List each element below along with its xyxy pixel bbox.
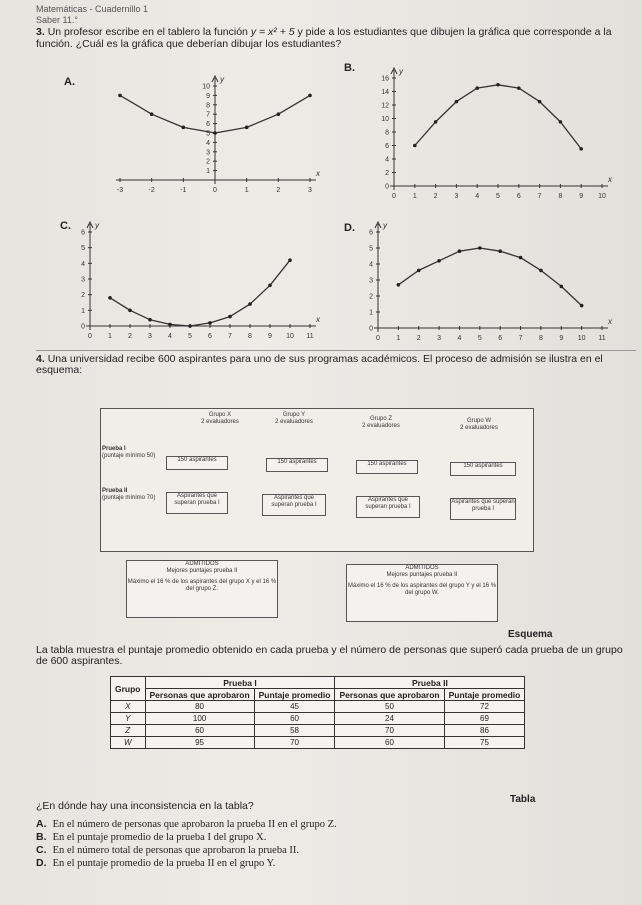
data-point <box>498 249 502 253</box>
x-tick-label: 7 <box>537 193 542 200</box>
pass-x: Aspirantes que superan prueba I <box>166 492 228 514</box>
group-y-name: Grupo Y <box>282 412 306 418</box>
y-tick-label: 2 <box>81 292 85 300</box>
prueba-2-title: Prueba II <box>102 488 128 494</box>
tabla-label: Tabla <box>510 794 536 805</box>
x-tick-label: 3 <box>454 193 459 200</box>
group-x-name: Grupo X <box>208 412 232 418</box>
x-tick-label: 8 <box>248 333 252 340</box>
table-row <box>111 701 525 713</box>
option-c-text: En el número total de personas que aprobaron la prueba II. <box>52 845 299 856</box>
table-header-row <box>111 677 525 689</box>
option-a[interactable] <box>36 818 337 830</box>
x-tick-label: 5 <box>496 193 500 200</box>
data-point <box>519 256 523 260</box>
y-tick-label: 2 <box>369 293 373 301</box>
col-grupo: Grupo <box>111 677 146 701</box>
option-c[interactable] <box>36 844 299 856</box>
y-tick-label: 3 <box>369 277 373 285</box>
x-tick-label: 4 <box>475 193 480 200</box>
y-tick-label: 2 <box>206 158 210 166</box>
data-point <box>397 283 401 287</box>
option-a-text: En el número de personas que aprobaron la prueba II en el grupo Z. <box>52 819 337 830</box>
question-3-function: y = x² + 5 <box>250 26 295 38</box>
y-tick-label: 6 <box>206 121 210 129</box>
admitidos-yw-title: ADMITIDOS <box>405 565 439 571</box>
cell-p2-personas: 60 <box>335 737 444 749</box>
x-tick-label: 4 <box>168 333 172 340</box>
cell-p2-puntaje: 72 <box>444 701 525 713</box>
group-w-header <box>442 418 516 438</box>
y-tick-label: 4 <box>385 156 389 164</box>
option-b[interactable] <box>36 831 266 843</box>
data-point <box>417 269 421 273</box>
data-point <box>539 269 543 273</box>
group-z-name: Grupo Z <box>369 416 392 422</box>
y-tick-label: 1 <box>206 168 210 176</box>
x-tick-label: -2 <box>148 187 155 194</box>
admitidos-xz-detail: Máximo el 16 % de los aspirantes del grupo X y el 16 % del grupo Z. <box>127 579 277 592</box>
col-prueba-1: Prueba I <box>145 677 335 689</box>
option-d[interactable] <box>36 857 275 869</box>
cell-p2-puntaje: 69 <box>444 713 525 725</box>
question-4-text: Una universidad recibe 600 aspirantes para uno de sus programas académicos. El proceso de admisión se ilustra en el esquema: <box>36 353 603 376</box>
y-tick-label: 1 <box>369 309 373 317</box>
question-4-number: 4. <box>36 353 45 365</box>
x-tick-label: 7 <box>518 335 523 342</box>
data-point <box>437 259 441 263</box>
x-tick-label: 8 <box>538 335 543 342</box>
curve-line <box>415 85 581 149</box>
x-tick-label: 2 <box>276 187 281 194</box>
y-tick-label: 4 <box>81 260 85 268</box>
graph-a-label: A. <box>64 76 75 88</box>
data-point <box>496 83 500 87</box>
x-tick-label: 1 <box>108 333 112 340</box>
option-b-letter: B. <box>36 831 47 843</box>
x-tick-label: 2 <box>416 335 421 342</box>
x-tick-label: 0 <box>392 193 396 200</box>
cell-p2-personas: 24 <box>335 713 444 725</box>
cell-p1-puntaje: 70 <box>254 737 335 749</box>
group-x-header <box>188 412 252 432</box>
prueba-2-sub: (puntaje mínimo 70) <box>102 495 156 501</box>
data-point <box>248 302 252 306</box>
aspirantes-y: 150 aspirantes <box>266 458 328 472</box>
data-point <box>517 86 521 90</box>
data-point <box>455 100 459 104</box>
x-tick-label: -3 <box>116 187 124 194</box>
question-3 <box>36 26 636 50</box>
data-point <box>128 309 132 313</box>
x-tick-label: 10 <box>577 335 586 342</box>
question-3-text-2: y pide a los estudiantes que dibujen la gráfica que corresponde a la función. ¿Cuál es la gráfica que deberían dibujar los estudiantes? <box>36 26 612 50</box>
cell-p1-puntaje: 60 <box>254 713 335 725</box>
x-tick-label: 11 <box>598 335 606 342</box>
data-point <box>188 324 192 328</box>
pass-z: Aspirantes que superan prueba I <box>356 496 420 518</box>
col-prueba-2: Prueba II <box>335 677 525 689</box>
level-header: Saber 11.° <box>36 15 78 25</box>
prueba-2-label <box>102 488 158 514</box>
data-point <box>150 112 154 116</box>
data-point <box>277 112 281 116</box>
data-point <box>168 323 172 327</box>
group-w-name: Grupo W <box>466 418 491 424</box>
cell-grupo: X <box>111 701 146 713</box>
x-axis-label: x <box>608 175 612 184</box>
question-3-text-1: Un profesor escribe en el tablero la función <box>47 26 248 38</box>
data-point <box>478 246 482 250</box>
question-3-number: 3. <box>36 26 45 38</box>
y-tick-label: 3 <box>206 149 210 157</box>
x-tick-label: 0 <box>213 187 217 194</box>
aspirantes-x: 150 aspirantes <box>166 456 228 470</box>
y-tick-label: 5 <box>369 245 373 253</box>
data-point <box>434 120 438 124</box>
x-tick-label: 10 <box>286 333 294 340</box>
x-tick-label: -1 <box>180 187 187 194</box>
x-tick-label: 6 <box>208 333 212 340</box>
y-tick-label: 14 <box>381 89 389 96</box>
admitidos-yw <box>346 564 498 622</box>
question-4-prompt: ¿En dónde hay una inconsistencia en la tabla? <box>36 800 254 812</box>
col-p1-puntaje: Puntaje promedio <box>254 689 335 701</box>
data-point <box>118 94 122 98</box>
x-tick-label: 6 <box>516 193 521 200</box>
group-x-sub: 2 evaluadores <box>201 419 239 425</box>
y-axis-label: y <box>220 75 224 84</box>
table-description: La tabla muestra el puntaje promedio obtenido en cada prueba y el número de personas que superó cada prueba de un grupo de 600 aspirantes. <box>36 644 623 667</box>
x-axis-label: x <box>316 169 320 178</box>
data-point <box>559 120 563 124</box>
prueba-1-title: Prueba I <box>102 446 126 452</box>
y-tick-label: 8 <box>206 102 210 110</box>
x-axis-label: x <box>316 315 320 324</box>
admitidos-yw-detail: Máximo el 16 % de los aspirantes del grupo Y y el 16 % del grupo W. <box>347 583 497 596</box>
table-subheader-row <box>111 689 525 701</box>
y-tick-label: 10 <box>381 116 389 123</box>
aspirantes-w: 150 aspirantes <box>450 462 516 476</box>
x-tick-label: 3 <box>308 187 312 194</box>
x-tick-label: 2 <box>433 193 438 200</box>
cell-p2-puntaje: 75 <box>444 737 525 749</box>
cell-p1-personas: 100 <box>145 713 254 725</box>
y-tick-label: 4 <box>369 261 373 269</box>
data-point <box>559 285 563 289</box>
cell-grupo: Y <box>111 713 146 725</box>
table-row <box>111 737 525 749</box>
x-tick-label: 1 <box>244 187 249 194</box>
cell-p1-personas: 95 <box>145 737 254 749</box>
data-point <box>228 315 232 319</box>
cell-p1-personas: 80 <box>145 701 254 713</box>
col-p2-personas: Personas que aprobaron <box>335 689 444 701</box>
graph-c <box>70 214 340 346</box>
y-tick-label: 7 <box>206 111 210 119</box>
group-w-sub: 2 evaluadores <box>460 425 498 431</box>
x-tick-label: 9 <box>559 335 564 342</box>
x-tick-label: 0 <box>88 333 92 340</box>
data-point <box>538 100 542 104</box>
y-tick-label: 2 <box>385 170 389 177</box>
y-tick-label: 6 <box>369 229 373 237</box>
graph-c-label: C. <box>60 220 71 232</box>
y-tick-label: 4 <box>206 139 210 147</box>
x-tick-label: 11 <box>306 333 314 340</box>
cell-p1-puntaje: 45 <box>254 701 335 713</box>
col-p1-personas: Personas que aprobaron <box>145 689 254 701</box>
y-tick-label: 1 <box>81 307 85 315</box>
y-tick-label: 10 <box>202 83 210 91</box>
option-d-letter: D. <box>36 857 47 869</box>
x-tick-label: 3 <box>148 333 152 340</box>
section-divider <box>36 350 636 351</box>
y-tick-label: 6 <box>385 143 389 150</box>
y-axis-label: y <box>399 67 403 76</box>
admitidos-xz-title: ADMITIDOS <box>185 561 219 567</box>
data-point <box>475 86 479 90</box>
y-tick-label: 5 <box>81 245 85 253</box>
group-y-header <box>262 412 326 432</box>
y-tick-label: 5 <box>206 130 210 138</box>
data-point <box>288 258 292 262</box>
cell-grupo: W <box>111 737 146 749</box>
y-tick-label: 12 <box>381 102 389 110</box>
x-tick-label: 5 <box>188 333 192 340</box>
y-tick-label: 3 <box>81 276 85 284</box>
y-axis-label: y <box>383 221 387 230</box>
col-p2-puntaje: Puntaje promedio <box>444 689 525 701</box>
graph-d <box>352 214 632 350</box>
x-tick-label: 9 <box>579 193 584 200</box>
data-point <box>148 318 152 322</box>
x-axis-label: x <box>608 317 612 326</box>
graph-d-label: D. <box>344 222 355 234</box>
group-y-sub: 2 evaluadores <box>275 419 313 425</box>
group-z-header <box>346 416 416 436</box>
x-tick-label: 1 <box>412 193 417 200</box>
y-tick-label: 0 <box>369 325 373 333</box>
curve-line <box>110 260 290 326</box>
table-row <box>111 725 525 737</box>
data-point <box>213 131 217 135</box>
x-tick-label: 3 <box>437 335 442 342</box>
graph-a <box>80 68 340 208</box>
cell-p1-personas: 60 <box>145 725 254 737</box>
option-d-text: En el puntaje promedio de la prueba II en el grupo Y. <box>52 858 276 869</box>
graph-b-label: B. <box>344 62 355 74</box>
data-point <box>458 249 462 253</box>
data-point <box>413 144 417 148</box>
x-tick-label: 2 <box>128 333 132 340</box>
prueba-1-sub: (puntaje mínimo 50) <box>102 453 156 459</box>
prueba-1-label <box>102 446 158 472</box>
curve-line <box>398 248 581 306</box>
cell-p1-puntaje: 58 <box>254 725 335 737</box>
x-tick-label: 5 <box>477 335 482 342</box>
aspirantes-z: 150 aspirantes <box>356 460 418 474</box>
question-4 <box>36 354 636 376</box>
y-tick-label: 6 <box>81 229 85 237</box>
cell-p2-personas: 50 <box>335 701 444 713</box>
y-tick-label: 16 <box>381 75 389 83</box>
admitidos-yw-line: Mejores puntajes prueba II <box>386 572 458 578</box>
data-point <box>580 304 584 308</box>
option-b-text: En el puntaje promedio de la prueba I del grupo X. <box>52 832 267 843</box>
graph-b <box>352 56 632 206</box>
option-c-letter: C. <box>36 844 47 856</box>
x-tick-label: 10 <box>598 193 606 200</box>
y-axis-label: y <box>95 221 99 230</box>
y-tick-label: 0 <box>385 183 389 191</box>
x-tick-label: 1 <box>396 335 401 342</box>
option-a-letter: A. <box>36 818 47 830</box>
cell-p2-personas: 70 <box>335 725 444 737</box>
admitidos-xz <box>126 560 278 618</box>
table-row <box>111 713 525 725</box>
data-point <box>245 126 249 130</box>
cell-grupo: Z <box>111 725 146 737</box>
y-tick-label: 0 <box>81 323 85 331</box>
x-tick-label: 6 <box>498 335 503 342</box>
data-point <box>108 296 112 300</box>
esquema-label: Esquema <box>508 629 553 640</box>
results-table <box>110 676 525 749</box>
pass-w: Aspirantes que superan prueba I <box>450 498 516 520</box>
subject-header: Matemáticas - Cuadernillo 1 <box>36 4 149 14</box>
data-point <box>208 321 212 325</box>
admitidos-xz-line: Mejores puntajes prueba II <box>166 568 238 574</box>
admission-diagram <box>100 408 532 630</box>
y-tick-label: 9 <box>206 92 210 100</box>
y-tick-label: 8 <box>385 129 389 137</box>
x-tick-label: 0 <box>376 335 380 342</box>
x-tick-label: 8 <box>558 193 563 200</box>
pass-y: Aspirantes que superan prueba I <box>262 494 326 516</box>
data-point <box>268 283 272 287</box>
x-tick-label: 4 <box>457 335 462 342</box>
cell-p2-puntaje: 86 <box>444 725 525 737</box>
data-point <box>308 94 312 98</box>
x-tick-label: 9 <box>268 333 272 340</box>
group-z-sub: 2 evaluadores <box>362 423 400 429</box>
x-tick-label: 7 <box>228 333 232 340</box>
data-point <box>182 126 186 130</box>
data-point <box>579 147 583 151</box>
